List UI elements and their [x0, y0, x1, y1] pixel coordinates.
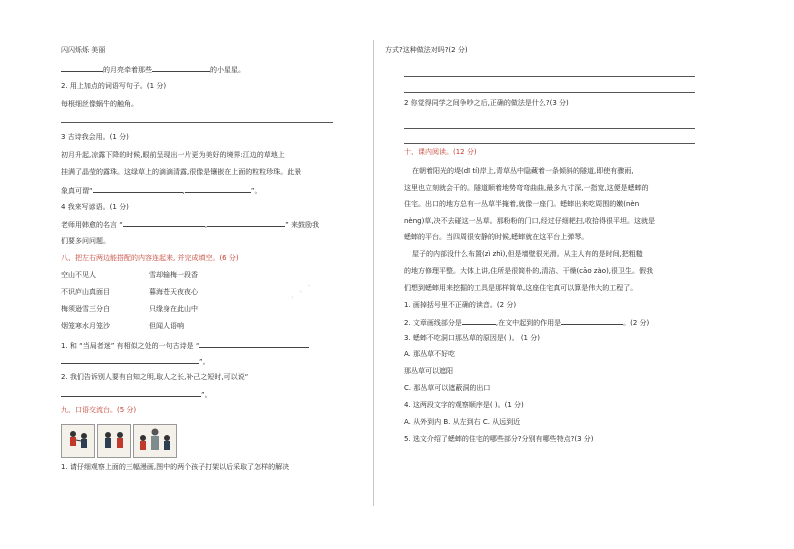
comic-figures-icon [98, 425, 130, 457]
word-bank: 闪闪烁烁 美丽 [61, 46, 106, 54]
question-4-title: 4 我来写谚语。(1 分) [61, 203, 129, 211]
paragraph-line: 这里也立刻就会干的。隧道顺着地势弯弯曲曲,最多九寸深,一指宽,这便是蟋蟀的 [404, 184, 649, 192]
option-b[interactable]: 那丛草可以遮阳 [404, 367, 453, 375]
paragraph-line: nèng)草,决不去碰这一丛草。那粉粉的门口,经过仔细耙扫,收拾得很平坦。这就是 [404, 217, 656, 225]
answer-blank[interactable] [462, 316, 496, 325]
paragraph-line: 在朝着阳光的堤(dī tí)岸上,青草丛中隐藏着一条倾斜的隧道,即使有骤雨, [412, 167, 634, 175]
section-8-question-1: 1. 和 “当局者迷” 有相似之处的一句古诗是 “ [61, 339, 309, 351]
reading-question-5: 5. 选文介绍了蟋蟀的住宅的哪些部分?分别有哪些特点?(3 分) [404, 435, 594, 443]
answer-blank[interactable] [61, 63, 103, 72]
paragraph-line: 屋子的内部没什么布置(zì zhì),但是墙壁很光滑。从主人有的是时间,把粗糙 [412, 250, 643, 258]
paragraph-line: 的地方修理平整。大体上讲,住所是很简朴的,清洁、干燥(cāo zào),很卫生。假我 [404, 267, 654, 275]
match-left-item[interactable]: 空山不见人 [61, 271, 96, 279]
paragraph-line: 们要多问问题。 [61, 237, 110, 245]
paragraph-line: 象真可谓“ , ”。 [61, 184, 262, 196]
paragraph-line: 蟋蟀的平台。当四周很安静的时候,蟋蟀就在这平台上弹琴。 [404, 233, 589, 241]
answer-line[interactable] [404, 128, 695, 129]
question-2-text: 每根细丝像蜗牛的触角。 [61, 100, 138, 108]
match-left-item[interactable]: 烟笼寒水月笼沙 [61, 322, 110, 330]
answer-blank[interactable] [123, 218, 205, 227]
reading-question-3: 3. 蟋蟀不吃洞口那丛草的原因是( )。 (1 分) [404, 334, 540, 342]
paragraph-line: 挂满了晶莹的露珠。这绿草上的滴滴清露,很像是镶嵌在上面的粒粒珍珠。此景 [61, 168, 302, 176]
section-10-title: 十、课内阅读。(12 分) [404, 148, 477, 156]
match-right-item[interactable]: 只缘身在此山中 [149, 305, 198, 313]
section-8-question-2: 2. 我们告诉别人要有自知之明,取人之长,补己之短时,可以说“ [61, 373, 249, 381]
reading-question-1: 1. 画掉括号里不正确的读音。(2 分) [404, 301, 517, 309]
column-divider [373, 40, 374, 506]
answer-line[interactable] [61, 122, 333, 123]
section-9-question-1: 1. 请仔细观察上面的三幅漫画,图中的两个孩子打架以后采取了怎样的解决 [61, 463, 290, 471]
option-c[interactable]: C. 那丛草可以遮蔽洞的出口 [404, 384, 491, 392]
paragraph-line: 初月升起,凉露下降的时候,眼前呈现出一片更为美好的境界:江边的草地上 [61, 151, 285, 159]
question-2: 2 你觉得同学之间争吵之后,正确的做法是什么?(3 分) [404, 99, 569, 107]
match-right-item[interactable]: 但闻人语响 [149, 322, 184, 330]
question-3-title: 3 古诗我会用。(1 分) [61, 133, 129, 141]
option-a[interactable]: A. 那丛草不好吃 [404, 350, 456, 358]
match-left-item[interactable]: 梅须逊雪三分白 [61, 305, 110, 313]
question-continued: 方式?这种做法对吗?(2 分) [385, 46, 468, 54]
match-right-item[interactable]: 暮海苍天夜夜心 [149, 288, 198, 296]
comic-figures-icon [62, 425, 94, 457]
answer-blank[interactable] [199, 339, 309, 348]
answer-blank[interactable] [152, 63, 210, 72]
section-9-title: 九、口语交流台。(5 分) [61, 406, 137, 414]
section-8-question-1-cont: ”。 [61, 355, 210, 367]
paragraph-line: 们想到蟋蟀用来挖掘的工具是那样简单,这座住宅真可以算是伟大的工程了。 [404, 284, 638, 292]
reading-question-4-options[interactable]: A. 从外到内 B. 从左到右 C. 从远到近 [404, 418, 521, 426]
match-left-item[interactable]: 不识庐山真面目 [61, 288, 110, 296]
section-8-title: 八、把左右两边能搭配的内容连起来, 并完成填空。(6 分) [61, 254, 239, 262]
fill-sentence: 的月亮牵着那些 的小星星。 [61, 63, 245, 75]
reading-question-2: 2. 文章画线部分是 ,在文中起到的作用是 。(2 分) [404, 316, 649, 328]
reading-question-4: 4. 这两段文字的观察顺序是( )。(1 分) [404, 401, 524, 409]
answer-blank[interactable] [207, 218, 285, 227]
paragraph-line: 老师用韩愈的名言 “ , ” 来鼓励我 [61, 218, 319, 230]
question-2-title: 2. 用上加点的词语写句子。(1 分) [61, 82, 167, 90]
comic-panel-3 [133, 424, 177, 458]
match-right-item[interactable]: 雪却输梅一段香 [149, 271, 198, 279]
answer-line[interactable] [404, 92, 695, 93]
watermark: · · · [284, 276, 317, 307]
answer-blank[interactable] [185, 184, 251, 193]
answer-blank[interactable] [561, 316, 623, 325]
paragraph-line: 住宅。出口的地方总有一丛草半掩着,就像一座门。蟋蟀出来吃周围的嫩(nèn [404, 200, 640, 208]
comic-panel-2 [97, 424, 131, 458]
comic-figures-icon [134, 425, 176, 457]
answer-blank[interactable] [61, 355, 199, 364]
answer-blank[interactable] [93, 184, 183, 193]
comic-panel-1 [61, 424, 95, 458]
answer-line[interactable] [404, 143, 695, 144]
section-8-question-2-cont: ”。 [61, 388, 212, 400]
answer-line[interactable] [404, 76, 695, 77]
answer-blank[interactable] [61, 388, 201, 397]
